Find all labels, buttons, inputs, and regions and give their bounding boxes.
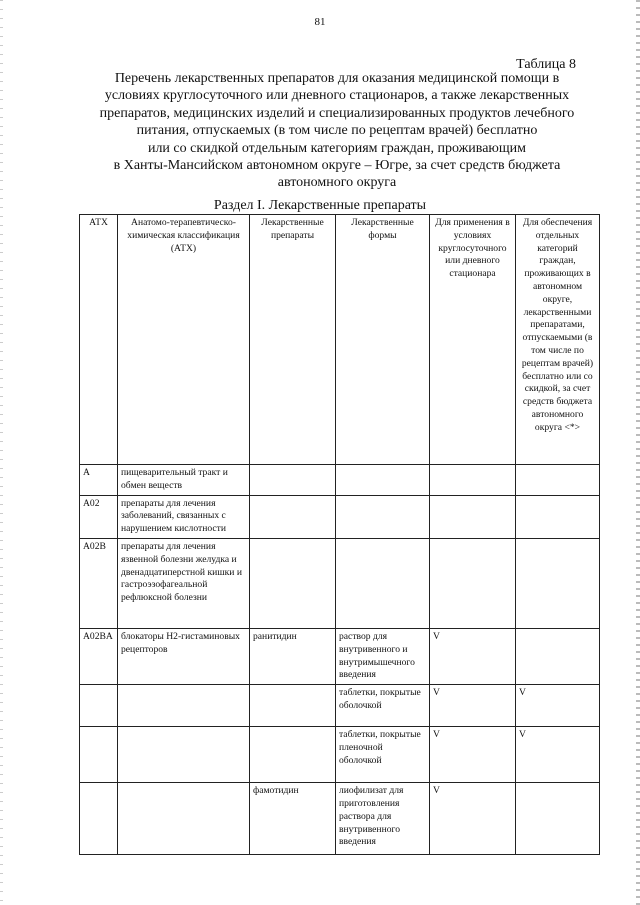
cell-outpatient xyxy=(516,538,600,628)
title-line: автономного округа xyxy=(277,175,397,191)
cell-outpatient xyxy=(516,628,600,684)
cell-classification: препараты для лечения заболеваний, связанных с нарушением кислотности xyxy=(118,495,250,538)
cell-atx xyxy=(80,783,118,855)
table-row xyxy=(80,783,600,855)
cell-drug xyxy=(250,495,336,538)
cell-classification: препараты для лечения язвенной болезни желудка и двенадцатиперстной кишки и гастроэзофагеальной рефлюксной болезни xyxy=(118,538,250,628)
cell-classification: пищеварительный тракт и обмен веществ xyxy=(118,465,250,496)
header-atx: АТХ xyxy=(80,215,118,465)
cell-hospital: V xyxy=(430,783,516,855)
title-line: в Ханты-Мансийском автономном округе – Югре, за счет средств бюджета xyxy=(113,158,561,174)
cell-hospital: V xyxy=(430,727,516,783)
cell-hospital xyxy=(430,495,516,538)
cell-classification: блокаторы H2-гистаминовых рецепторов xyxy=(118,628,250,684)
cell-form: раствор для внутривенного и внутримышечного введения xyxy=(336,628,430,684)
cell-form xyxy=(336,538,430,628)
cell-hospital: V xyxy=(430,685,516,727)
cell-form: лиофилизат для приготовления раствора для внутривенного введения xyxy=(336,783,430,855)
header-drugs: Лекарственные препараты xyxy=(250,215,336,465)
cell-outpatient: V xyxy=(516,727,600,783)
cell-drug xyxy=(250,465,336,496)
cell-atx: A02BA xyxy=(80,628,118,684)
page-number: 81 xyxy=(314,16,326,28)
section-title: Раздел I. Лекарственные препараты xyxy=(213,198,427,213)
cell-atx xyxy=(80,727,118,783)
header-outpatient: Для обеспечения отдельных категорий граждан, проживающих в автономном округе, лекарственными препаратами, отпускаемыми (в том числе по рецептам врачей) бесплатно или со скидкой, за счет средств бюджета автономного округа <*> xyxy=(516,215,600,465)
cell-drug xyxy=(250,538,336,628)
cell-form xyxy=(336,465,430,496)
title-line: условиях круглосуточного или дневного стационаров, а также лекарственных xyxy=(104,88,570,104)
header-classification: Анатомо-терапевтическо-химическая классификация (АТХ) xyxy=(118,215,250,465)
cell-form xyxy=(336,495,430,538)
cell-outpatient: V xyxy=(516,685,600,727)
cell-outpatient xyxy=(516,495,600,538)
cell-drug xyxy=(250,685,336,727)
table-row xyxy=(80,495,600,538)
scan-edge-right xyxy=(636,0,640,905)
cell-atx: A02B xyxy=(80,538,118,628)
cell-outpatient xyxy=(516,465,600,496)
document-title xyxy=(92,70,582,192)
header-forms: Лекарственные формы xyxy=(336,215,430,465)
scan-edge-left xyxy=(0,0,3,905)
table-row xyxy=(80,538,600,628)
cell-form: таблетки, покрытые пленочной оболочкой xyxy=(336,727,430,783)
title-line: Перечень лекарственных препаратов для оказания медицинской помощи в xyxy=(114,71,560,86)
title-line: питания, отпускаемых (в том числе по рецептам врачей) бесплатно xyxy=(136,123,538,139)
cell-outpatient xyxy=(516,783,600,855)
cell-drug: ранитидин xyxy=(250,628,336,684)
cell-atx: A xyxy=(80,465,118,496)
cell-classification xyxy=(118,685,250,727)
cell-classification xyxy=(118,727,250,783)
cell-atx: A02 xyxy=(80,495,118,538)
cell-classification xyxy=(118,783,250,855)
table-header-row xyxy=(80,215,600,465)
table-row xyxy=(80,685,600,727)
cell-form: таблетки, покрытые оболочкой xyxy=(336,685,430,727)
table-row xyxy=(80,628,600,684)
table-label: Таблица 8 xyxy=(516,57,576,72)
cell-hospital: V xyxy=(430,628,516,684)
header-hospital: Для применения в условиях круглосуточного или дневного стационара xyxy=(430,215,516,465)
table-row xyxy=(80,727,600,783)
title-line: препаратов, медицинских изделий и специализированных продуктов лечебного xyxy=(99,105,575,121)
cell-drug: фамотидин xyxy=(250,783,336,855)
cell-atx xyxy=(80,685,118,727)
cell-drug xyxy=(250,727,336,783)
title-line: или со скидкой отдельным категориям граждан, проживающим xyxy=(147,140,527,156)
drug-table xyxy=(79,214,600,855)
cell-hospital xyxy=(430,538,516,628)
table-row xyxy=(80,465,600,496)
cell-hospital xyxy=(430,465,516,496)
